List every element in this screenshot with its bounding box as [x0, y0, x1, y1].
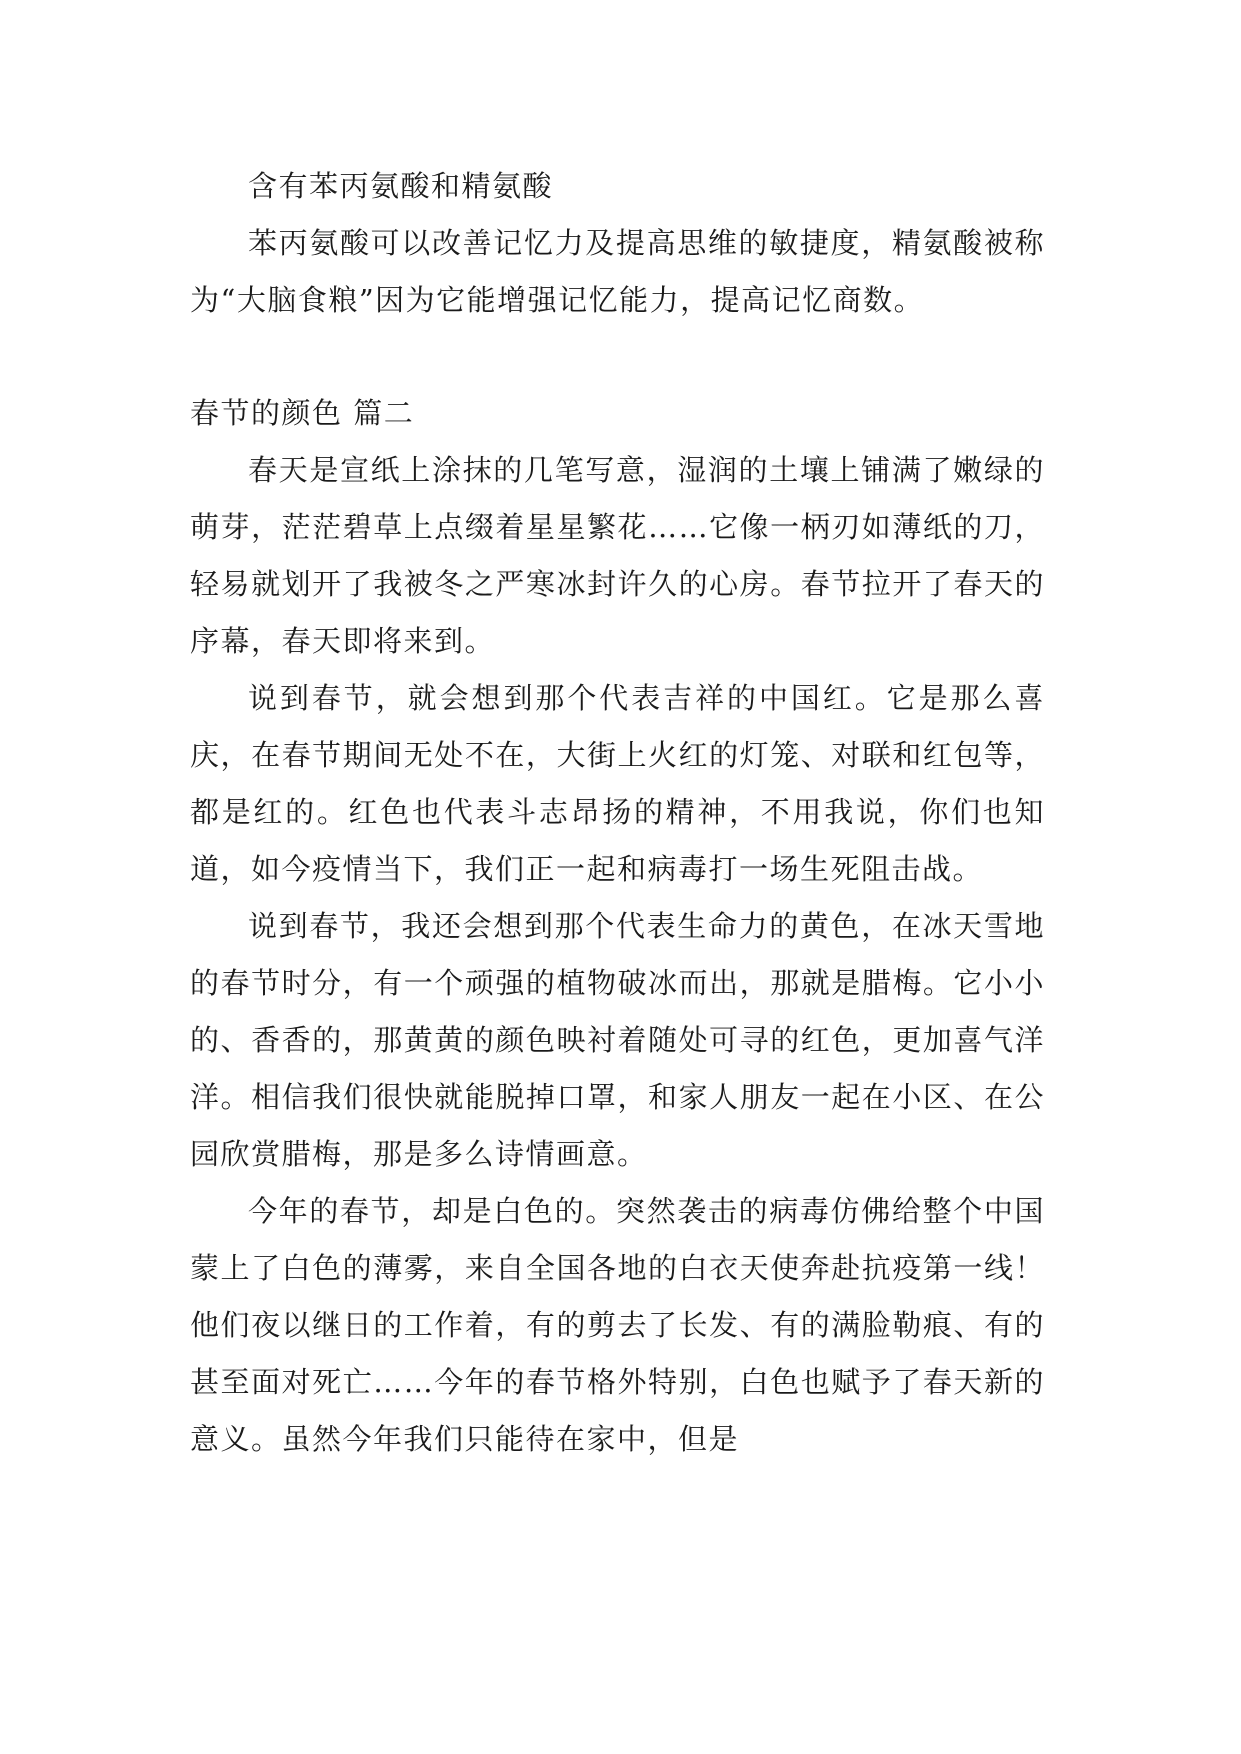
paragraph-spring: 春天是宣纸上涂抹的几笔写意，湿润的土壤上铺满了嫩绿的萌芽，茫茫碧草上点缀着星星繁花……它像一柄刃如薄纸的刀，轻易就划开了我被冬之严寒冰封许久的心房。春节拉开了春天的序幕，春天即将来到。 — [190, 453, 1045, 658]
document-body — [190, 158, 1045, 1468]
intro-line: 含有苯丙氨酸和精氨酸 — [248, 169, 554, 203]
paragraph-yellow: 说到春节，我还会想到那个代表生命力的黄色，在冰天雪地的春节时分，有一个顽强的植物破冰而出，那就是腊梅。它小小的、香香的，那黄黄的颜色映衬着随处可寻的红色，更加喜气洋洋。相信我们很快就能脱掉口罩，和家人朋友一起在小区、在公园欣赏腊梅，那是多么诗情画意。 — [190, 909, 1045, 1171]
paragraph-white: 今年的春节，却是白色的。突然袭击的病毒仿佛给整个中国蒙上了白色的薄雾，来自全国各地的白衣天使奔赴抗疫第一线！他们夜以继日的工作着，有的剪去了长发、有的满脸勒痕、有的甚至面对死亡……今年的春节格外特别，白色也赋予了春天新的意义。虽然今年我们只能待在家中，但是 — [190, 1194, 1045, 1456]
section-heading: 春节的颜色 篇二 — [190, 396, 415, 430]
paragraph-red: 说到春节，就会想到那个代表吉祥的中国红。它是那么喜庆，在春节期间无处不在，大街上火红的灯笼、对联和红包等，都是红的。红色也代表斗志昂扬的精神，不用我说，你们也知道，如今疫情当下，我们正一起和病毒打一场生死阻击战。 — [190, 681, 1045, 886]
intro-paragraph: 苯丙氨酸可以改善记忆力及提高思维的敏捷度，精氨酸被称为“大脑食粮”因为它能增强记忆能力，提高记忆商数。 — [190, 226, 1045, 317]
